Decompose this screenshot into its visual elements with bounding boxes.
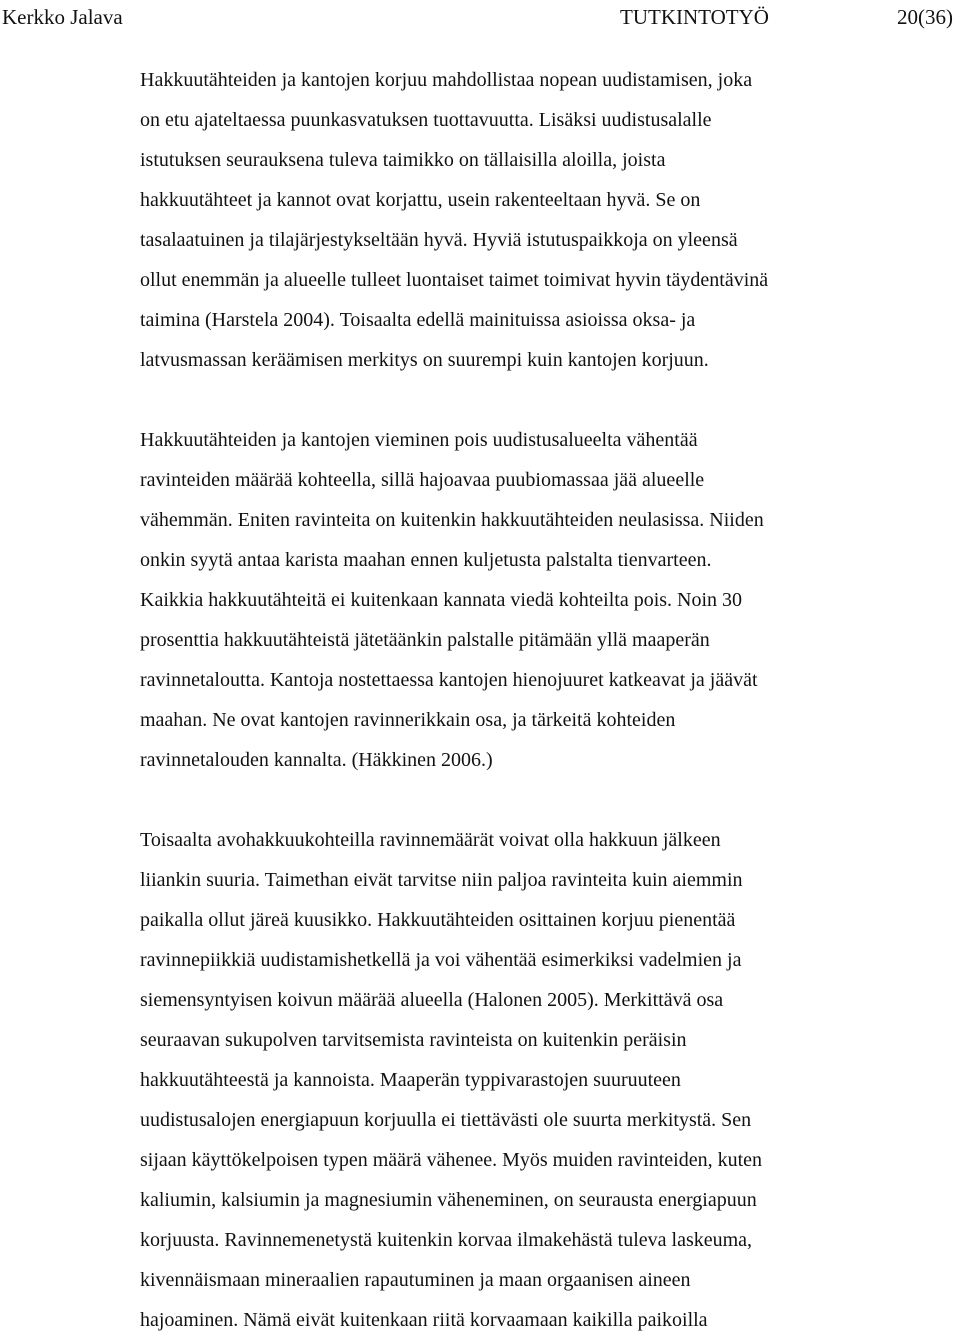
text-line: paikalla ollut järeä kuusikko. Hakkuutähteiden osittainen korjuu pienentää xyxy=(140,909,736,931)
page-header xyxy=(0,4,960,30)
text-line: seuraavan sukupolven tarvitsemista ravinteista on kuitenkin peräisin xyxy=(140,1029,687,1051)
text-line: ravinnetalouden kannalta. (Häkkinen 2006.) xyxy=(140,749,493,771)
paragraph-1 xyxy=(140,60,940,380)
text-line: uudistusalojen energiapuun korjuulla ei tiettävästi ole suurta merkitystä. Sen xyxy=(140,1109,752,1131)
paragraph-3 xyxy=(140,820,940,1340)
text-line: ravinnetaloutta. Kantoja nostettaessa kantojen hienojuuret katkeavat ja jäävät xyxy=(140,669,758,691)
text-line: tasalaatuinen ja tilajärjestykseltään hyvä. Hyviä istutuspaikkoja on yleensä xyxy=(140,229,738,251)
body-text xyxy=(140,60,940,1340)
text-line: kaliumin, kalsiumin ja magnesiumin väheneminen, on seurausta energiapuun xyxy=(140,1189,757,1211)
text-line: hajoaminen. Nämä eivät kuitenkaan riitä korvaamaan kaikilla paikoilla xyxy=(140,1309,708,1331)
header-author: Kerkko Jalava xyxy=(2,5,123,29)
header-document-type: TUTKINTOTYÖ xyxy=(620,5,769,29)
paragraph-2 xyxy=(140,420,940,780)
text-line: onkin syytä antaa karista maahan ennen kuljetusta palstalta tienvarteen. xyxy=(140,549,712,571)
text-line: ravinteiden määrää kohteella, sillä hajoavaa puubiomassaa jää alueelle xyxy=(140,469,705,491)
text-line: vähemmän. Eniten ravinteita on kuitenkin hakkuutähteiden neulasissa. Niiden xyxy=(140,509,764,531)
text-line: ravinnepiikkiä uudistamishetkellä ja voi vähentää esimerkiksi vadelmien ja xyxy=(140,949,742,971)
text-line: Hakkuutähteiden ja kantojen vieminen pois uudistusalueelta vähentää xyxy=(140,429,698,451)
text-line: maahan. Ne ovat kantojen ravinnerikkain osa, ja tärkeitä kohteiden xyxy=(140,709,676,731)
text-line: Kaikkia hakkuutähteitä ei kuitenkaan kannata viedä kohteilta pois. Noin 30 xyxy=(140,589,743,611)
text-line: on etu ajateltaessa puunkasvatuksen tuottavuutta. Lisäksi uudistusalalle xyxy=(140,109,712,131)
text-line: Toisaalta avohakkuukohteilla ravinnemäärät voivat olla hakkuun jälkeen xyxy=(140,829,721,851)
text-line: taimina (Harstela 2004). Toisaalta edellä mainituissa asioissa oksa- ja xyxy=(140,309,696,331)
text-line: prosenttia hakkuutähteistä jätetäänkin palstalle pitämään yllä maaperän xyxy=(140,629,710,651)
text-line: siemensyntyisen koivun määrää alueella (Halonen 2005). Merkittävä osa xyxy=(140,989,724,1011)
text-line: Hakkuutähteiden ja kantojen korjuu mahdollistaa nopean uudistamisen, joka xyxy=(140,69,753,91)
text-line: korjuusta. Ravinnemenetystä kuitenkin korvaa ilmakehästä tuleva laskeuma, xyxy=(140,1229,753,1251)
text-line: hakkuutähteet ja kannot ovat korjattu, usein rakenteeltaan hyvä. Se on xyxy=(140,189,701,211)
text-line: latvusmassan keräämisen merkitys on suurempi kuin kantojen korjuun. xyxy=(140,349,709,371)
header-page-number: 20(36) xyxy=(897,5,953,29)
text-line: kivennäismaan mineraalien rapautuminen ja maan orgaanisen aineen xyxy=(140,1269,691,1291)
text-line: liiankin suuria. Taimethan eivät tarvitse niin paljoa ravinteita kuin aiemmin xyxy=(140,869,743,891)
text-line: hakkuutähteestä ja kannoista. Maaperän typpivarastojen suuruuteen xyxy=(140,1069,681,1091)
text-line: istutuksen seurauksena tuleva taimikko on tällaisilla aloilla, joista xyxy=(140,149,666,171)
text-line: sijaan käyttökelpoisen typen määrä vähenee. Myös muiden ravinteiden, kuten xyxy=(140,1149,763,1171)
text-line: ollut enemmän ja alueelle tulleet luontaiset taimet toimivat hyvin täydentävinä xyxy=(140,269,769,291)
